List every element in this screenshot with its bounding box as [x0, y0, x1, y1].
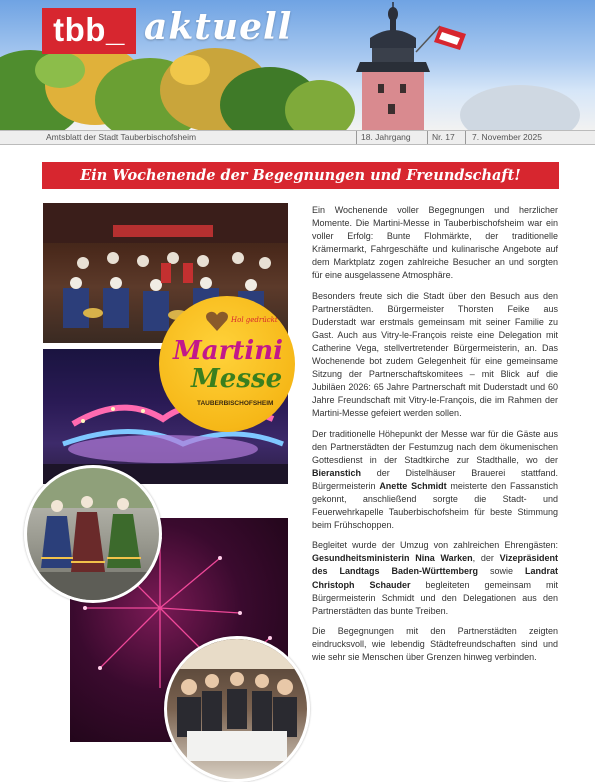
badge-town: TAUBERBISCHOFSHEIM — [197, 400, 274, 407]
bold-text: Landrat Christoph Schauder — [312, 566, 559, 590]
article-paragraph: Ein Wochenende voller Begegnungen und herzlicher Momente. Die Martini-Messe in Tauberbischofsheim war ein voller Erfolg: Bunte Flohmärkte, der traditionelle Krämermarkt, Fahrgeschäfte und kulinarische Angebote auf dem Marktplatz zogen zahlreiche Besucher an und sorgten für eine ausgelassene Atmosphäre. — [312, 205, 558, 281]
bold-text: Bieranstich — [312, 467, 362, 478]
article-headline: Ein Wochenende der Begegnungen und Freundschaft! — [42, 162, 559, 189]
badge-martini: Martini — [173, 336, 283, 366]
bold-text: Gesundheitsministerin Nina Warken — [312, 553, 473, 564]
article-paragraph — [312, 428, 558, 533]
text-run: sowie — [478, 566, 525, 577]
text-run: der Distelhäuser Brauerei stattfand. Bürgermeisterin — [312, 467, 558, 491]
article-paragraph: Die Begegnungen mit den Partnerstädten zeigten eindrucksvoll, wie lebendig Städtefreundschaften sind und wie sehr sie Menschen über Grenzen hinweg verbinden. — [312, 625, 558, 662]
badge-messe: Messe — [191, 364, 283, 394]
volume-label: 18. Jahrgang — [361, 132, 411, 142]
text-run: begleiteten gemeinsam mit Bürgermeisterin Schmidt und den Delegationen aus den Partnerstädten das bunte Treiben. — [312, 579, 558, 616]
masthead — [0, 0, 595, 130]
issue-date: 7. November 2025 — [472, 132, 542, 142]
article-body — [312, 204, 558, 671]
article-paragraph — [312, 539, 558, 618]
text-run: meisterte den Fassanstich gekonnt, anschließend sorgte die Stadt- und Feuerwehrkapelle Tauberbischofsheim für beste Stimmung beim Frühschoppen. — [312, 480, 558, 531]
text-run: , der — [472, 553, 500, 564]
article-paragraph: Besonders freute sich die Stadt über den Besuch aus den Partnerstädten. Bürgermeister Thorsten Feike aus Duderstadt war erstmals gemeinsam mit seiner Familie zu Gast. Auch aus Vitry-le-François reiste eine Delegation mit Catherine Vega, stellvertretender Bürgermeisterin, an. Das Wochenende bot zudem Gelegenheit für eine gemeinsame Sitzung der Partnerschaftskomitees – mit Blick auf die Jubiläen 2026: 65 Jahre Partnerschaft mit Duderstadt und 60 Jahre Freundschaft mit Vitry-le-François, die im Rahmen der Martini-Messe gefeiert werden sollen. — [312, 290, 558, 419]
heart-icon — [205, 310, 229, 332]
martini-messe-logo — [159, 296, 295, 432]
issue-number: Nr. 17 — [432, 132, 455, 142]
parade-costumes-photo — [24, 465, 162, 603]
text-run: Begleitet wurde der Umzug von zahlreichen Ehrengästen: — [312, 540, 558, 551]
text-run: Der traditionelle Höhepunkt der Messe war für die Gäste aus den Partnerstädten der Festumzug nach dem ökumenischen Gottesdienst in der Stadtkirche zur Stadthalle, wo der — [312, 428, 558, 465]
divider — [427, 131, 428, 144]
divider — [356, 131, 357, 144]
publication-name: Amtsblatt der Stadt Tauberbischofsheim — [46, 132, 197, 142]
info-bar — [0, 130, 595, 145]
guests-at-table-photo — [164, 636, 310, 782]
badge-tagline: Hol gedrückt — [231, 316, 278, 324]
bold-text: Anette Schmidt — [379, 480, 447, 491]
tbb-logo: tbb_ — [42, 8, 136, 54]
divider — [465, 131, 466, 144]
bold-text: Vizepräsident des Landtags Baden-Württemberg — [312, 553, 559, 577]
masthead-title: aktuell — [144, 6, 293, 48]
